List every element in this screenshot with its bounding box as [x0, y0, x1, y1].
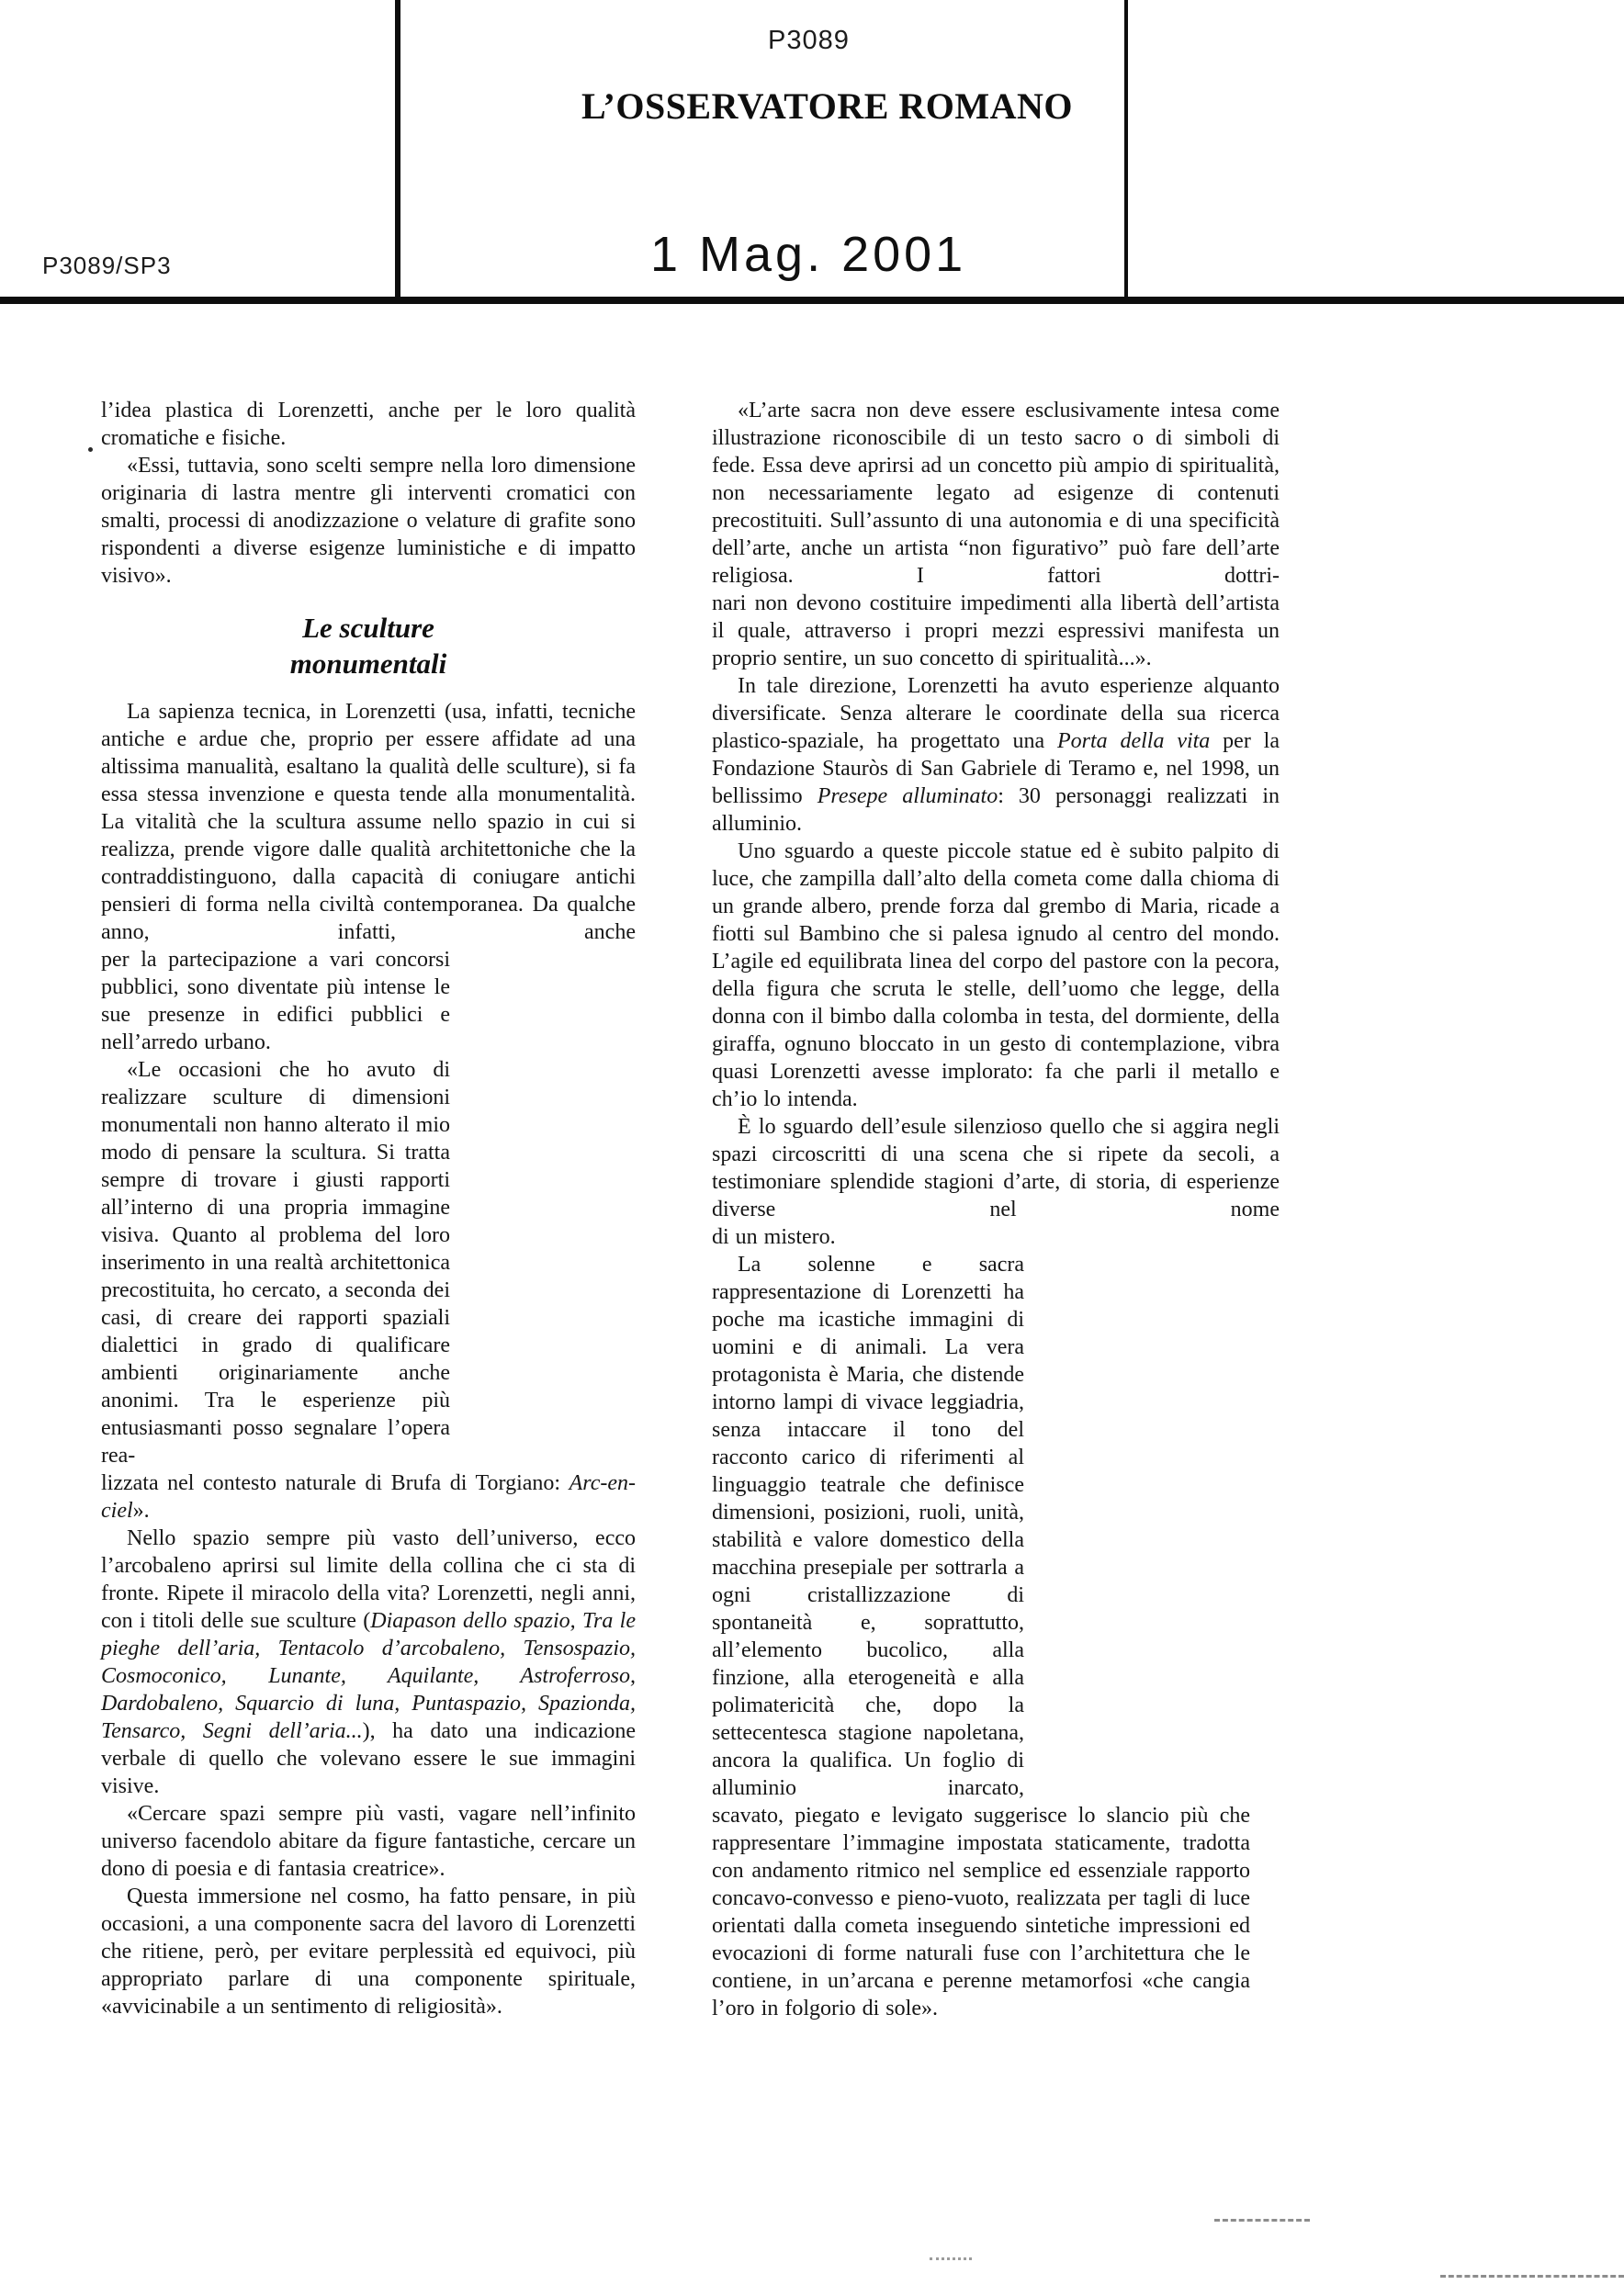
article-right-column	[712, 397, 1280, 2022]
paragraph-esule-a: È lo sguardo dell’esule silenzioso quello che si aggira negli spazi circoscritti di una scena che si ripete da secoli, a testimoniare splendide stagioni d’arte, di storia, di esperienze diverse nel nome	[712, 1115, 1280, 1221]
paragraph-arte-sacra-a: «L’arte sacra non deve essere esclusivamente intesa come illustrazione riconoscibile di un testo sacro o di simboli di fede. Essa deve aprirsi ad un concetto più ampio di spiritualità, non necessariamente legato ad esigenze di contenuti precostituiti. Sull’assunto di una autonomia e di una specificità dell’arte, anche un artista “non figurativo” può fare dell’arte religiosa. I fattori dottri-	[712, 399, 1280, 588]
paragraph-nello-spazio: Nello spazio sempre più vasto dell’universo, ecco l’arcobaleno aprirsi sul limite della collina che ci sta di fronte. Ripete il miracolo della vita? Lorenzetti, negli anni, con i titoli delle sue sculture (Diapason dello spazio, Tra le pieghe dell’aria, Tentacolo d’arcobaleno, Tensospazio, Cosmoconico, Lunante, Aquilante, Astroferroso, Dardobaleno, Squarcio di luna, Puntaspazio, Spazionda, Tensarco, Segni dell’aria...), ha dato una indicazione verbale di quello che volevano essere le sue immagini visive.	[101, 1526, 637, 1798]
date-stamp: 1 Mag. 2001	[650, 227, 967, 282]
section-heading-line2: monumentali	[289, 647, 447, 680]
paragraph-solenne-narrow: La solenne e sacra rappresentazione di Lorenzetti ha poche ma icastiche immagini di uomini e di animali. La vera protagonista è Maria, che distende intorno lampi di vivace leggiadria, senza intaccare il tono del racconto carico di riferimenti al linguaggio teatrale che definisce dimensioni, posizioni, ruoli, unità, stabilità e valore domestico della macchina presepiale per sottrarla a ogni cristallizzazione di spontaneità e, soprattutto, all’elemento bucolico, alla finzione, alla eterogeneità e alla polimatericità che, dopo la settecentesca stagione napoletana, ancora la qualifica. Un foglio di alluminio inarcato,	[712, 1253, 1024, 1800]
section-heading-line1: Le sculture	[302, 612, 434, 644]
paragraph-arte-sacra-b: nari non devono costituire impedimenti alla libertà dell’artista il quale, attraverso i propri mezzi espressivi manifesta un proprio sentire, un suo concetto di spiritualità...».	[712, 591, 1280, 670]
paragraph-questa-immersione: Questa immersione nel cosmo, ha fatto pensare, in più occasioni, a una componente sacra del lavoro di Lorenzetti che ritiene, però, per evitare perplessità ed equivoci, più appropriato parlare di una componente spirituale, «avvicinabile a un sentimento di religiosità».	[101, 1885, 636, 2019]
header-horizontal-rule	[0, 297, 1624, 304]
paragraph-occasioni-wide: lizzata nel contesto naturale di Brufa di Torgiano: Arc-en-ciel».	[101, 1471, 636, 1523]
scan-speck-row	[930, 2257, 972, 2260]
paragraph-essi: «Essi, tuttavia, sono scelti sempre nella loro dimensione originaria di lastra mentre gli interventi cromatici con smalti, processi di anodizzazione o velature di grafite sono rispondenti a diverse esigenze luministiche e di impatto visivo».	[101, 454, 636, 588]
paragraph-occasioni-narrow: «Le occasioni che ho avuto di realizzare sculture di dimensioni monumentali non hanno alterato il mio modo di pensare la scultura. Si tratta sempre di trovare i giusti rapporti all’interno di una propria immagine visiva. Quanto al problema del loro inserimento in una realtà architettonica precostituita, ho cercato, a seconda dei casi, di creare dei rapporti spaziali dialettici in grado di qualificare ambienti originariamente anche anonimi. Tra le esperienze più entusiasmanti posso segnalare l’opera rea-	[101, 1058, 450, 1468]
file-code: P3089/SP3	[42, 252, 172, 279]
paragraph-scavato: scavato, piegato e levigato suggerisce lo slancio più che rappresentare l’immagine impostata staticamente, tradotta con andamento ritmico nel semplice ed essenziale rapporto concavo-convesso e pieno-vuoto, realizzata per tagli di luce orientati dalla cometa inseguendo sintetiche impressioni ed evocazioni di forme naturali fuse con l’architettura che le contiene, in un’arcana e perenne metamorfosi «che cangia l’oro in folgorio di sole».	[712, 1804, 1250, 2020]
paragraph-sapienza-wide: La sapienza tecnica, in Lorenzetti (usa, infatti, tecniche antiche e ardue che, proprio per essere affidate ad una altissima manualità, esaltano la qualità delle sculture), si fa essa stessa invenzione e questa tende alla monumentalità. La vitalità che la scultura assume nello spazio in cui si realizza, prende vigore dalle qualità architettoniche che la contraddistinguono, dalla capacità di coniugare antichi pensieri di forma nella civiltà contemporanea. Da qualche anno, infatti, anche	[101, 700, 636, 944]
document-code: P3089	[768, 26, 850, 55]
scan-speck-row	[1214, 2219, 1310, 2222]
paragraph-cercare: «Cercare spazi sempre più vasti, vagare nell’infinito universo facendolo abitare da figure fantastiche, cercare un dono di poesia e di fantasia creatrice».	[101, 1802, 636, 1881]
article-left-column	[101, 397, 636, 2020]
paragraph-esule-b: di un mistero.	[712, 1225, 836, 1249]
scan-speck-row	[1440, 2275, 1624, 2278]
paragraph-uno-sguardo: Uno sguardo a queste piccole statue ed è subito palpito di luce, che zampilla dall’alto della cometa come dalla chioma di un grande albero, prende forza dal grembo di Maria, ricade a fiotti sul Bambino che si palesa ignudo al centro del mondo. L’agile ed equilibrata linea del corpo del pastore con la pecora, della figura che scruta le stelle, dell’uomo che legge, della donna con il bimbo dalla colomba in testa, del dormiente, della giraffa, ognuno bloccato in un gesto di contemplazione, vibra quasi Lorenzetti avesse implorato: fa che parli il metallo e ch’io lo intenda.	[712, 839, 1280, 1111]
header-vertical-rule-left	[395, 0, 400, 303]
section-heading	[101, 610, 636, 681]
header-vertical-rule-right	[1124, 0, 1128, 303]
paragraph-intro: l’idea plastica di Lorenzetti, anche per le loro qualità cromatiche e fisiche.	[101, 399, 636, 450]
paragraph-sapienza-narrow: per la partecipazione a vari concorsi pubblici, sono diventate più intense le sue presenze in edifici pubblici e nell’arredo urbano.	[101, 948, 450, 1054]
scan-speck-dot	[88, 447, 93, 452]
masthead-title: L’OSSERVATORE ROMANO	[581, 85, 1074, 127]
paragraph-in-tale-direzione: In tale direzione, Lorenzetti ha avuto esperienze alquanto diversificate. Senza alterare le coordinate della sua ricerca plastico-spaziale, ha progettato una Porta della vita per la Fondazione Stauròs di San Gabriele di Teramo e, nel 1998, un bellissimo Presepe alluminato: 30 personaggi realizzati in alluminio.	[712, 674, 1280, 836]
